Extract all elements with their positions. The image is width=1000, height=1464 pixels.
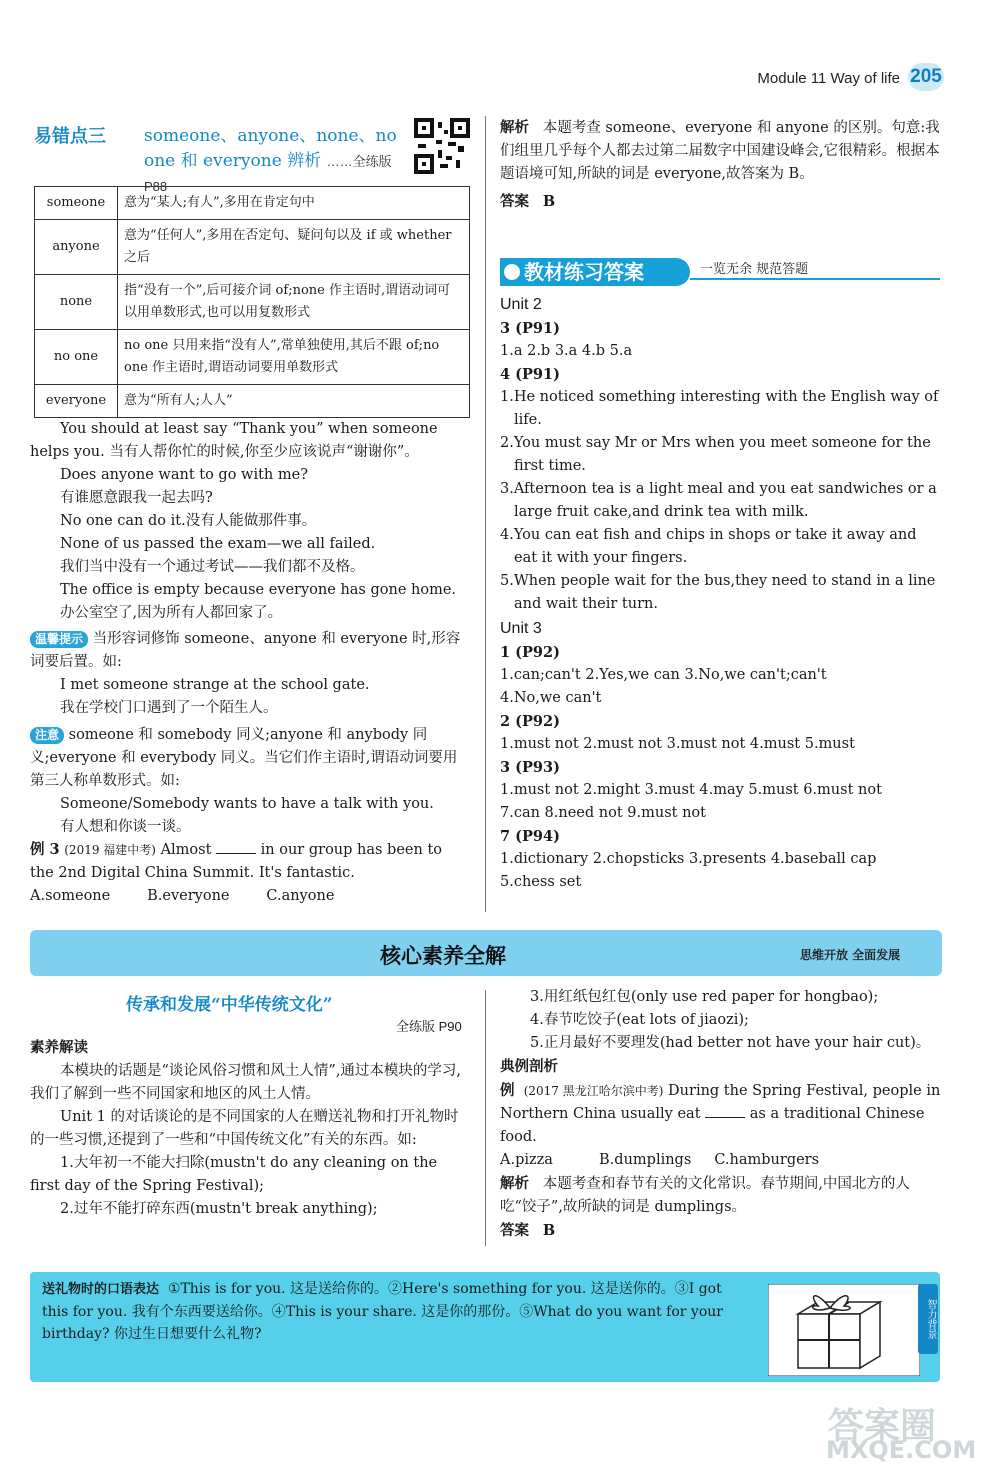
answer-line: 4.You can eat fish and chips in shops or take it away and eat it with your fingers. <box>500 527 917 566</box>
answer-line: 1.dictionary 2.chopsticks 3.presents 4.baseball cap <box>500 851 877 867</box>
note-example: Someone/Somebody wants to have a talk with you. <box>60 796 434 812</box>
question-number: 2 (P92) <box>500 713 560 730</box>
example-translation: 办公室空了,因为所有人都回家了。 <box>60 605 283 621</box>
answer-label: 答案 <box>500 193 529 210</box>
example-3-question-end: in our group has been to the 2nd Digital China Summit. It's fantastic. <box>30 842 443 881</box>
table-row <box>35 275 470 330</box>
analysis-label: 解析 <box>500 1175 529 1192</box>
culture-item: 4.春节吃饺子(eat lots of jiaozi); <box>530 1012 749 1028</box>
note-tag: 注意 <box>30 727 64 744</box>
note-translation: 有人想和你谈一谈。 <box>60 819 191 835</box>
phrase-box-text <box>42 1278 742 1345</box>
table-meaning: 意为“任何人”,多用在否定句、疑问句以及 if 或 whether 之后 <box>118 220 470 275</box>
answer-line: 5.chess set <box>500 874 582 890</box>
example-sentence: You should at least say “Thank you” when someone helps you. 当有人帮你忙的时候,你至少应该说声“谢谢你”。 <box>30 421 438 460</box>
answer-line: 3.Afternoon tea is a light meal and you eat sandwiches or a large fruit cake,and drink tea with milk. <box>500 481 937 520</box>
table-meaning: 意为“所有人;人人” <box>118 385 470 418</box>
example-label: 例 <box>500 1082 515 1099</box>
example-source: (2017 黑龙江哈尔滨中考) <box>523 1084 664 1098</box>
example-sentence: No one can do it.没有人能做那件事。 <box>60 513 317 529</box>
example-3-source: (2019 福建中考) <box>64 843 156 857</box>
analysis-text: 本题考查 someone、everyone 和 anyone 的区别。句意:我们组里几乎每个人都去过第二届数字中国建设峰会,它很精彩。根据本题语境可知,所缺的词是 everyone,故答案为 B。 <box>500 120 940 182</box>
note-text: someone 和 somebody 同义;anyone 和 anybody 同义;everyone 和 everybody 同义。当它们作主语时,谓语动词要用第三人称单数形式。如: <box>30 727 458 789</box>
table-word: no one <box>35 330 118 385</box>
banner-rule <box>690 278 940 280</box>
tip-block <box>30 628 470 720</box>
reading-label: 素养解读 <box>30 1039 88 1056</box>
answer-line: 1.must not 2.must not 3.must not 4.must 5.must <box>500 736 855 752</box>
answers-banner <box>500 258 690 286</box>
question-number: 7 (P94) <box>500 828 560 845</box>
example-3-options <box>30 885 470 908</box>
table-row <box>35 330 470 385</box>
tip-tag: 温馨提示 <box>30 631 88 648</box>
answer-blank <box>216 853 256 854</box>
example-sentences <box>30 418 470 625</box>
literacy-reading <box>30 1036 470 1221</box>
table-meaning: 指“没有一个”,后可接介词 of;none 作主语时,谓语动词可以用单数形式,也可以用复数形式 <box>118 275 470 330</box>
example-translation: 有谁愿意跟我一起去吗? <box>60 490 213 506</box>
table-word: everyone <box>35 385 118 418</box>
analysis-text: 本题考查和春节有关的文化常识。春节期间,中国北方的人吃“饺子”,故所缺的词是 dumplings。 <box>500 1176 910 1215</box>
example-sentence: None of us passed the exam—we all failed. <box>60 536 376 552</box>
answer-line: 1.He noticed something interesting with the English way of life. <box>500 389 939 428</box>
table-meaning: no one 只用来指“没有人”,常单独使用,其后不跟 of;no one 作主语时,谓语动词要用单数形式 <box>118 330 470 385</box>
side-tab: 智力背景 <box>918 1284 938 1354</box>
phrase-box-title: 送礼物时的口语表达 <box>42 1282 160 1297</box>
table-row <box>35 385 470 418</box>
question-number: 4 (P91) <box>500 366 560 383</box>
core-banner-sub: 思维开放 全面发展 <box>800 948 901 962</box>
answers-banner-sub: 一览无余 规范答题 <box>700 262 809 277</box>
table-word: someone <box>35 187 118 220</box>
column-divider <box>485 990 486 1246</box>
error-point-ref: ……全练版 P88 <box>144 154 392 194</box>
table-word: none <box>35 275 118 330</box>
example-translation: 我们当中没有一个通过考试——我们都不及格。 <box>60 559 365 575</box>
tip-example: I met someone strange at the school gate. <box>60 677 370 693</box>
reading-paragraph: Unit 1 的对话谈论的是不同国家的人在赠送礼物和打开礼物时的一些习惯,还提到了一些和“中国传统文化”有关的东西。如: <box>30 1109 459 1148</box>
answers-banner-title: 教材练习答案 <box>524 260 644 284</box>
example-3 <box>30 838 470 908</box>
table-meaning: 意为“某人;有人”,多用在肯定句中 <box>118 187 470 220</box>
section-title: 传承和发展“中华传统文化” <box>126 995 333 1015</box>
culture-item: 3.用红纸包红包(only use red paper for hongbao); <box>530 989 879 1005</box>
option-c: C.anyone <box>266 888 335 904</box>
option-a: A.pizza <box>500 1152 553 1168</box>
typical-label: 典例剖析 <box>500 1058 558 1075</box>
error-point-title: 易错点三 <box>34 126 106 147</box>
table-row <box>35 187 470 220</box>
reading-paragraph: 本模块的话题是“谈论风俗习惯和风土人情”,通过本模块的学习,我们了解到一些不同国家和地区的风土人情。 <box>30 1063 462 1102</box>
typical-example <box>500 986 942 1243</box>
note-block <box>30 724 470 839</box>
answer-line: 1.must not 2.might 3.must 4.may 5.must 6.must not <box>500 782 882 798</box>
option-b: B.everyone <box>147 888 230 904</box>
tip-translation: 我在学校门口遇到了一个陌生人。 <box>60 700 278 716</box>
table-row <box>35 220 470 275</box>
option-c: C.hamburgers <box>714 1152 820 1168</box>
answer-line: 4.No,we can't <box>500 690 602 706</box>
answer-line: 1.can;can't 2.Yes,we can 3.No,we can't;can't <box>500 667 827 683</box>
watermark-url: MXQE.COM <box>826 1436 977 1464</box>
question-number: 3 (P93) <box>500 759 560 776</box>
core-banner-title: 核心素养全解 <box>380 944 506 968</box>
page-number: 205 <box>908 63 944 91</box>
phrase-box-body: ①This is for you. 这是送给你的。②Here's something for you. 这是送你的。③I got this for you. 我有个东西要送给你。④This is your share. 这是你的那份。⑤What do you want for your birthday? 你过生日想要什么礼物? <box>42 1281 723 1342</box>
option-b: B.dumplings <box>599 1152 692 1168</box>
example-sentence: The office is empty because everyone has gone home. <box>60 582 457 598</box>
answer-line: 7.can 8.need not 9.must not <box>500 805 706 821</box>
culture-item: 5.正月最好不要理发(had better not have your hair cut)。 <box>530 1035 931 1051</box>
example-sentence: Does anyone want to go with me? <box>60 467 308 483</box>
answer-line: 5.When people wait for the bus,they need to stand in a line and wait their turn. <box>500 573 936 612</box>
section-ref: 全练版 P90 <box>396 1019 462 1034</box>
textbook-answers <box>500 292 942 894</box>
running-head: Module 11 Way of life <box>757 70 900 87</box>
column-divider <box>485 116 486 912</box>
answer-line: 2.You must say Mr or Mrs when you meet someone for the first time. <box>500 435 931 474</box>
table-word: anyone <box>35 220 118 275</box>
unit-heading: Unit 3 <box>500 620 542 637</box>
example-3-label: 例 3 <box>30 841 60 858</box>
gift-box-icon <box>768 1284 920 1376</box>
error-point-topic-text: someone、anyone、none、no one 和 everyone 辨析 <box>144 126 397 171</box>
analysis-label: 解析 <box>500 119 529 136</box>
answer-value: B <box>542 193 556 210</box>
unit-heading: Unit 2 <box>500 296 542 313</box>
answer-line: 1.a 2.b 3.a 4.b 5.a <box>500 343 633 359</box>
example-3-question-start: Almost <box>160 842 212 858</box>
cloud-icon <box>504 264 520 280</box>
example-question-start: During the Spring Festival, people in Northern China usually eat <box>500 1083 941 1122</box>
question-number: 3 (P91) <box>500 320 560 337</box>
analysis-block <box>500 116 942 214</box>
culture-item: 2.过年不能打碎东西(mustn't break anything); <box>60 1201 378 1217</box>
option-a: A.someone <box>30 888 111 904</box>
answer-blank <box>705 1117 745 1118</box>
tip-text: 当形容词修饰 someone、anyone 和 everyone 时,形容词要后置。如: <box>30 631 461 670</box>
answer-label: 答案 <box>500 1222 529 1239</box>
question-number: 1 (P92) <box>500 644 560 661</box>
comparison-table <box>34 186 470 418</box>
answer-value: B <box>542 1222 556 1239</box>
watermark: 答案圈 <box>828 1406 937 1447</box>
example-options <box>500 1149 942 1172</box>
qr-code-icon[interactable] <box>414 118 470 174</box>
example-question-end: as a traditional Chinese food. <box>500 1106 925 1145</box>
culture-item: 1.大年初一不能大扫除(mustn't do any cleaning on the first day of the Spring Festival); <box>30 1155 438 1194</box>
